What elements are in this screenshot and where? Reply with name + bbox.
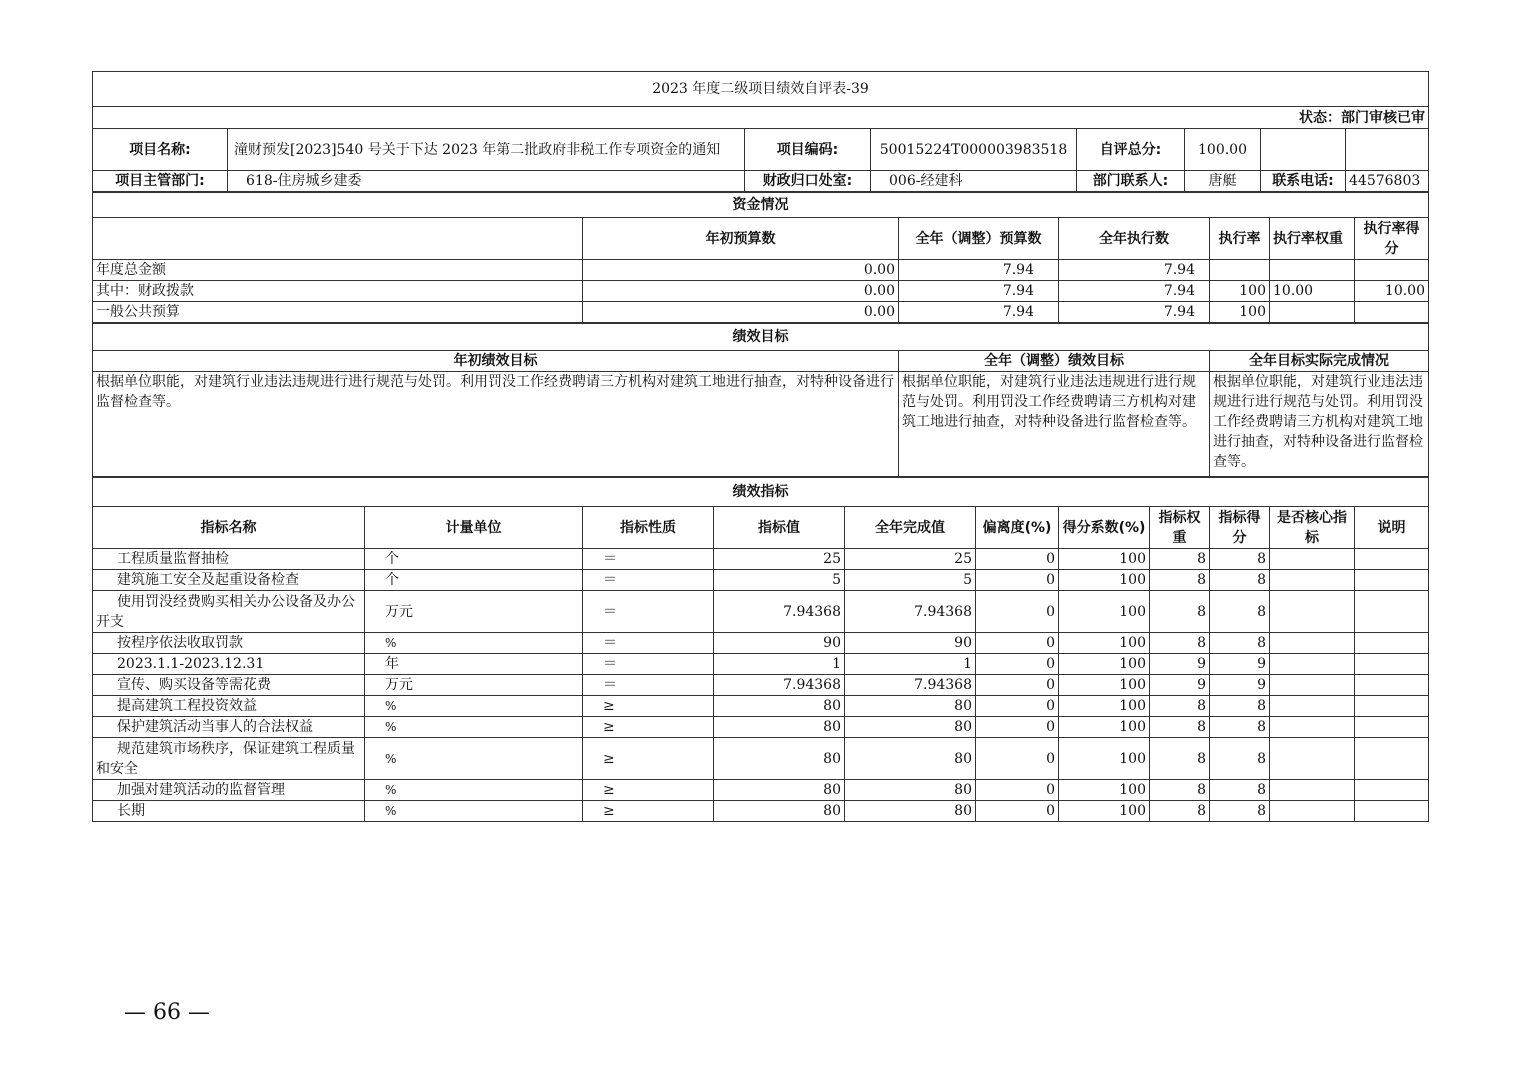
indicator-nature: ＝ <box>583 591 714 633</box>
indicator-actual: 80 <box>845 738 976 780</box>
funds-header: 执行率 <box>1210 218 1270 260</box>
indicator-header: 指标得分 <box>1210 507 1270 549</box>
funds-table <box>92 192 1429 323</box>
indicator-header: 得分系数(%) <box>1059 507 1150 549</box>
indicator-actual: 90 <box>845 633 976 654</box>
indicator-target: 25 <box>714 549 845 570</box>
indicator-score: 8 <box>1210 801 1270 822</box>
indicator-coefficient: 100 <box>1059 717 1150 738</box>
status-text: 状态：部门审核已审 <box>93 107 1429 129</box>
indicator-actual: 80 <box>845 696 976 717</box>
indicator-deviation: 0 <box>976 801 1059 822</box>
indicator-coefficient: 100 <box>1059 801 1150 822</box>
indicator-weight: 8 <box>1150 717 1210 738</box>
indicator-weight: 8 <box>1150 738 1210 780</box>
indicator-nature: ＝ <box>583 675 714 696</box>
phone-label: 联系电话: <box>1261 171 1346 192</box>
indicator-actual: 80 <box>845 801 976 822</box>
indicator-coefficient: 100 <box>1059 570 1150 591</box>
funds-row-label: 其中：财政拨款 <box>93 281 583 302</box>
indicator-note <box>1355 549 1429 570</box>
indicator-deviation: 0 <box>976 696 1059 717</box>
indicator-unit: 个 <box>365 549 583 570</box>
dept-value: 618-住房城乡建委 <box>228 171 745 192</box>
indicator-deviation: 0 <box>976 633 1059 654</box>
goals-actual-header: 全年目标实际完成情况 <box>1210 351 1429 372</box>
indicator-score: 8 <box>1210 696 1270 717</box>
funds-header: 全年执行数 <box>1059 218 1210 260</box>
indicator-nature: ≥ <box>583 738 714 780</box>
indicator-note <box>1355 738 1429 780</box>
indicator-header: 指标名称 <box>93 507 365 549</box>
indicator-core <box>1270 801 1355 822</box>
project-code: 50015224T000003983518 <box>871 129 1077 171</box>
indicators-body <box>93 549 1429 822</box>
goals-adjusted-header: 全年（调整）绩效目标 <box>899 351 1210 372</box>
goals-section-title: 绩效目标 <box>93 324 1429 351</box>
indicator-nature: ≥ <box>583 780 714 801</box>
finance-value: 006-经建科 <box>871 171 1077 192</box>
funds-section-title: 资金情况 <box>93 193 1429 218</box>
indicator-coefficient: 100 <box>1059 675 1150 696</box>
indicator-note <box>1355 801 1429 822</box>
indicator-target: 1 <box>714 654 845 675</box>
table-row <box>93 801 1429 822</box>
table-row <box>93 549 1429 570</box>
funds-score <box>1355 302 1429 323</box>
funds-score: 10.00 <box>1355 281 1429 302</box>
evaluation-sheet <box>92 71 1428 822</box>
indicator-target: 80 <box>714 780 845 801</box>
funds-header: 执行率权重 <box>1270 218 1355 260</box>
indicator-core <box>1270 738 1355 780</box>
table-row <box>93 696 1429 717</box>
indicator-nature: ＝ <box>583 633 714 654</box>
self-score: 100.00 <box>1185 129 1261 171</box>
indicator-core <box>1270 696 1355 717</box>
funds-executed: 7.94 <box>1059 281 1210 302</box>
indicator-name: 2023.1.1-2023.12.31 <box>93 654 365 675</box>
table-row <box>93 633 1429 654</box>
indicators-table <box>92 477 1429 822</box>
page-title: 2023 年度二级项目绩效自评表-39 <box>93 72 1429 107</box>
indicator-nature: ＝ <box>583 570 714 591</box>
indicator-nature: ≥ <box>583 801 714 822</box>
indicator-unit: % <box>365 801 583 822</box>
indicator-score: 8 <box>1210 780 1270 801</box>
indicator-weight: 8 <box>1150 633 1210 654</box>
indicators-section-title: 绩效指标 <box>93 478 1429 507</box>
indicator-core <box>1270 549 1355 570</box>
indicator-header: 指标性质 <box>583 507 714 549</box>
funds-row-label: 一般公共预算 <box>93 302 583 323</box>
indicator-coefficient: 100 <box>1059 696 1150 717</box>
indicator-target: 5 <box>714 570 845 591</box>
indicator-unit: % <box>365 696 583 717</box>
table-row <box>93 675 1429 696</box>
header-table <box>92 71 1429 192</box>
indicator-name: 保护建筑活动当事人的合法权益 <box>93 717 365 738</box>
indicator-actual: 7.94368 <box>845 591 976 633</box>
funds-rate: 100 <box>1210 302 1270 323</box>
indicator-unit: % <box>365 633 583 654</box>
goals-table <box>92 323 1429 477</box>
indicator-deviation: 0 <box>976 570 1059 591</box>
indicator-target: 7.94368 <box>714 591 845 633</box>
indicator-core <box>1270 633 1355 654</box>
page-number: — 66 — <box>124 1000 210 1025</box>
table-row <box>93 738 1429 780</box>
indicator-weight: 8 <box>1150 570 1210 591</box>
funds-row-label: 年度总金额 <box>93 260 583 281</box>
indicator-score: 9 <box>1210 675 1270 696</box>
indicator-header: 偏离度(%) <box>976 507 1059 549</box>
indicator-target: 80 <box>714 801 845 822</box>
indicator-target: 7.94368 <box>714 675 845 696</box>
funds-weight: 10.00 <box>1270 281 1355 302</box>
indicator-weight: 9 <box>1150 675 1210 696</box>
indicator-unit: % <box>365 738 583 780</box>
funds-header: 年初预算数 <box>583 218 899 260</box>
indicator-unit: 年 <box>365 654 583 675</box>
indicator-name: 提高建筑工程投资效益 <box>93 696 365 717</box>
indicator-name: 工程质量监督抽检 <box>93 549 365 570</box>
empty-cell <box>1346 129 1429 171</box>
finance-label: 财政归口处室: <box>745 171 871 192</box>
funds-rate: 100 <box>1210 281 1270 302</box>
indicator-name: 长期 <box>93 801 365 822</box>
project-name: 潼财预发[2023]540 号关于下达 2023 年第二批政府非税工作专项资金的通知 <box>228 129 745 171</box>
funds-weight <box>1270 260 1355 281</box>
indicator-weight: 8 <box>1150 696 1210 717</box>
contact-value: 唐艇 <box>1185 171 1261 192</box>
indicator-note <box>1355 633 1429 654</box>
indicator-deviation: 0 <box>976 591 1059 633</box>
empty-cell <box>93 218 583 260</box>
funds-adjusted: 7.94 <box>899 302 1059 323</box>
indicator-coefficient: 100 <box>1059 633 1150 654</box>
indicator-name: 加强对建筑活动的监督管理 <box>93 780 365 801</box>
indicator-score: 8 <box>1210 570 1270 591</box>
goals-actual-text: 根据单位职能，对建筑行业违法违规进行进行规范与处罚。利用罚没工作经费聘请三方机构对建筑工地进行抽查，对特种设备进行监督检查等。 <box>1210 372 1429 477</box>
table-row <box>93 591 1429 633</box>
indicator-coefficient: 100 <box>1059 738 1150 780</box>
funds-header: 执行率得分 <box>1355 218 1429 260</box>
indicator-score: 8 <box>1210 633 1270 654</box>
empty-cell <box>1261 129 1346 171</box>
indicator-weight: 8 <box>1150 591 1210 633</box>
funds-score <box>1355 260 1429 281</box>
project-code-label: 项目编码: <box>745 129 871 171</box>
indicator-nature: ＝ <box>583 654 714 675</box>
indicator-score: 8 <box>1210 591 1270 633</box>
funds-executed: 7.94 <box>1059 302 1210 323</box>
contact-label: 部门联系人: <box>1077 171 1185 192</box>
indicator-deviation: 0 <box>976 780 1059 801</box>
indicators-header-row <box>93 507 1429 549</box>
indicator-weight: 8 <box>1150 780 1210 801</box>
indicator-target: 90 <box>714 633 845 654</box>
indicator-actual: 80 <box>845 717 976 738</box>
indicator-name: 按程序依法收取罚款 <box>93 633 365 654</box>
indicator-score: 8 <box>1210 717 1270 738</box>
indicator-header: 指标权重 <box>1150 507 1210 549</box>
indicator-unit: % <box>365 780 583 801</box>
indicator-deviation: 0 <box>976 549 1059 570</box>
indicator-coefficient: 100 <box>1059 654 1150 675</box>
indicator-actual: 1 <box>845 654 976 675</box>
funds-rate <box>1210 260 1270 281</box>
indicator-actual: 7.94368 <box>845 675 976 696</box>
indicator-weight: 8 <box>1150 549 1210 570</box>
funds-weight <box>1270 302 1355 323</box>
indicator-coefficient: 100 <box>1059 591 1150 633</box>
indicator-target: 80 <box>714 717 845 738</box>
indicator-actual: 80 <box>845 780 976 801</box>
phone-value: 44576803 <box>1346 171 1429 192</box>
funds-initial: 0.00 <box>583 281 899 302</box>
table-row <box>93 717 1429 738</box>
indicator-name: 规范建筑市场秩序，保证建筑工程质量和安全 <box>93 738 365 780</box>
indicator-nature: ≥ <box>583 717 714 738</box>
indicator-name: 宣传、购买设备等需花费 <box>93 675 365 696</box>
indicator-note <box>1355 696 1429 717</box>
indicator-header: 说明 <box>1355 507 1429 549</box>
indicator-target: 80 <box>714 738 845 780</box>
indicator-unit: 个 <box>365 570 583 591</box>
funds-adjusted: 7.94 <box>899 281 1059 302</box>
indicator-header: 全年完成值 <box>845 507 976 549</box>
indicator-nature: ＝ <box>583 549 714 570</box>
indicator-core <box>1270 675 1355 696</box>
indicator-note <box>1355 570 1429 591</box>
indicator-core <box>1270 654 1355 675</box>
funds-header: 全年（调整）预算数 <box>899 218 1059 260</box>
indicator-deviation: 0 <box>976 654 1059 675</box>
indicator-score: 8 <box>1210 738 1270 780</box>
project-name-label: 项目名称: <box>93 129 228 171</box>
indicator-note <box>1355 717 1429 738</box>
indicator-note <box>1355 654 1429 675</box>
indicator-note <box>1355 675 1429 696</box>
indicator-unit: 万元 <box>365 675 583 696</box>
funds-initial: 0.00 <box>583 302 899 323</box>
indicator-name: 建筑施工安全及起重设备检查 <box>93 570 365 591</box>
indicator-core <box>1270 780 1355 801</box>
indicator-note <box>1355 780 1429 801</box>
indicator-header: 计量单位 <box>365 507 583 549</box>
indicator-core <box>1270 717 1355 738</box>
table-row <box>93 780 1429 801</box>
indicator-header: 是否核心指标 <box>1270 507 1355 549</box>
indicator-name: 使用罚没经费购买相关办公设备及办公开支 <box>93 591 365 633</box>
indicator-header: 指标值 <box>714 507 845 549</box>
funds-initial: 0.00 <box>583 260 899 281</box>
indicator-deviation: 0 <box>976 675 1059 696</box>
self-score-label: 自评总分: <box>1077 129 1185 171</box>
goals-adjusted-text: 根据单位职能，对建筑行业违法违规进行进行规范与处罚。利用罚没工作经费聘请三方机构对建筑工地进行抽查，对特种设备进行监督检查等。 <box>899 372 1210 477</box>
indicator-coefficient: 100 <box>1059 549 1150 570</box>
indicator-unit: % <box>365 717 583 738</box>
goals-initial-header: 年初绩效目标 <box>93 351 899 372</box>
indicator-deviation: 0 <box>976 717 1059 738</box>
indicator-weight: 8 <box>1150 801 1210 822</box>
indicator-target: 80 <box>714 696 845 717</box>
indicator-score: 9 <box>1210 654 1270 675</box>
indicator-coefficient: 100 <box>1059 780 1150 801</box>
indicator-unit: 万元 <box>365 591 583 633</box>
indicator-score: 8 <box>1210 549 1270 570</box>
goals-initial-text: 根据单位职能，对建筑行业违法违规进行进行规范与处罚。利用罚没工作经费聘请三方机构对建筑工地进行抽查，对特种设备进行监督检查等。 <box>93 372 899 477</box>
indicator-weight: 9 <box>1150 654 1210 675</box>
funds-adjusted: 7.94 <box>899 260 1059 281</box>
indicator-nature: ≥ <box>583 696 714 717</box>
indicator-actual: 25 <box>845 549 976 570</box>
table-row <box>93 654 1429 675</box>
dept-label: 项目主管部门: <box>93 171 228 192</box>
indicator-core <box>1270 570 1355 591</box>
table-row <box>93 570 1429 591</box>
indicator-note <box>1355 591 1429 633</box>
indicator-core <box>1270 591 1355 633</box>
funds-executed: 7.94 <box>1059 260 1210 281</box>
indicator-deviation: 0 <box>976 738 1059 780</box>
indicator-actual: 5 <box>845 570 976 591</box>
